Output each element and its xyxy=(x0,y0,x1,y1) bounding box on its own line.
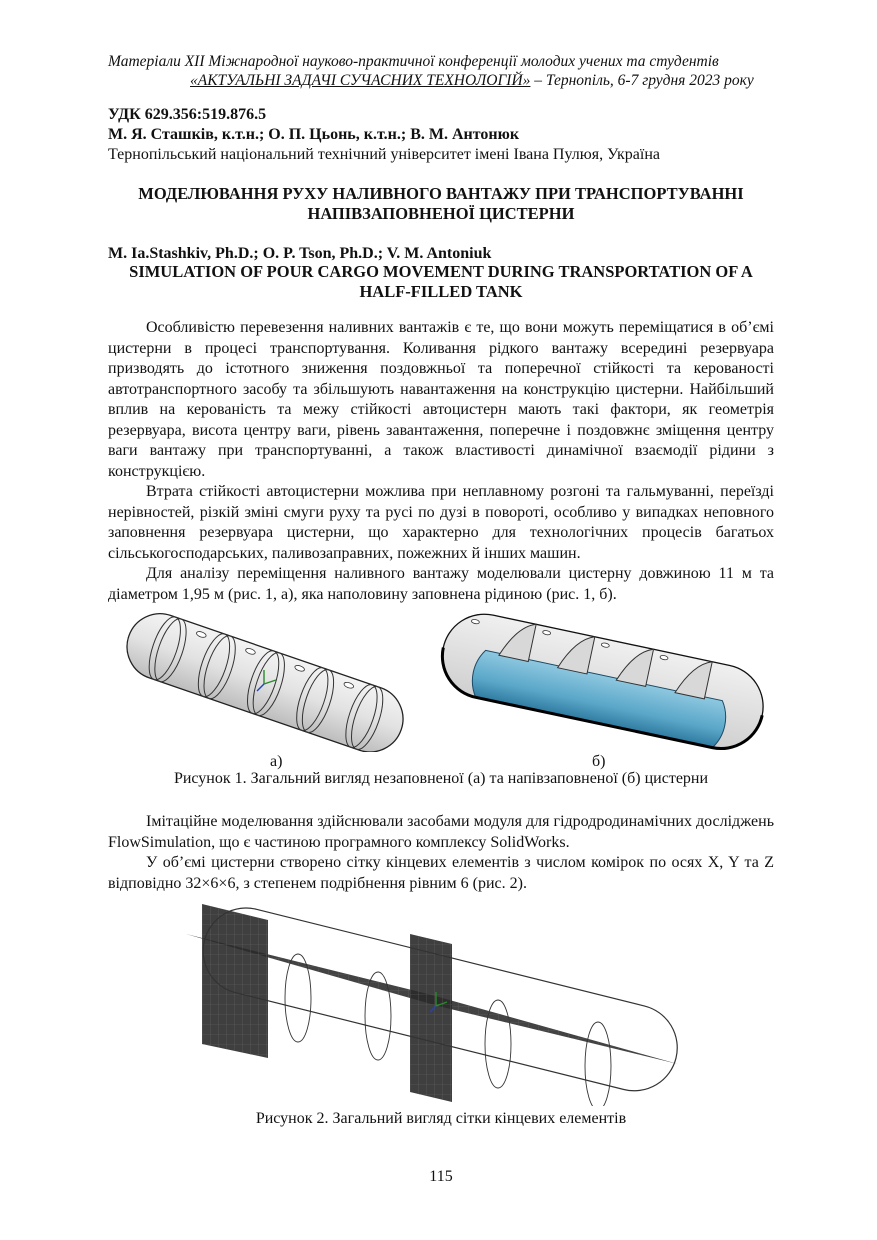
title-en: SIMULATION OF POUR CARGO MOVEMENT DURING TRANSPORTATION OF A HALF-FILLED TANK xyxy=(129,262,753,301)
figure1-half-filled-tank xyxy=(426,605,776,755)
conference-header-line2 xyxy=(190,71,754,90)
authors-en: M. Ia.Stashkiv, Ph.D.; O. P. Tson, Ph.D.; V. M. Antoniuk xyxy=(108,245,492,262)
conference-header-line1: Матеріали XІI Міжнародної науково-практичної конференції молодих учених та студентів xyxy=(108,53,719,70)
intro-text xyxy=(108,318,774,605)
paragraph: У об’ємі цистерни створено сітку кінцевих елементів з числом комірок по осях X, Y та Z відповідно 32×6×6, з степенем подрібнення рівним 6 (рис. 2). xyxy=(108,854,774,892)
title-uk: МОДЕЛЮВАННЯ РУХУ НАЛИВНОГО ВАНТАЖУ ПРИ ТРАНСПОРТУВАННІ НАПІВЗАПОВНЕНОЇ ЦИСТЕРНИ xyxy=(138,184,744,223)
paragraph: Особливістю перевезення наливних вантажів є те, що вони можуть переміщатися в об’ємі цистерни в процесі транспортування. Коливання рідкого вантажу всередині резервуара призводять до істотного зниження поздовжньої та поперечної стійкості та керованості автотранспортного засобу та збільшують навантаження на конструкцію цистерни. Найбільший вплив на керованість та межу стійкості автоцистерн мають такі фактори, як геометрія резервуара, висота центру ваги, рівень завантаження, поперечне і поздовжнє зміщення центру ваги вантажу при транспортуванні, а також властивості динамічної взаємодії рідини з конструкцією. xyxy=(108,319,774,480)
conference-name: «АКТУАЛЬНІ ЗАДАЧІ СУЧАСНИХ ТЕХНОЛОГІЙ» xyxy=(190,72,531,89)
conference-place-date: – Тернопіль, 6-7 грудня 2023 року xyxy=(530,72,754,89)
figure2-caption: Рисунок 2. Загальний вигляд сітки кінцевих елементів xyxy=(255,1110,627,1127)
affiliation: Тернопільський національний технічний університет імені Івана Пулюя, Україна xyxy=(108,146,660,163)
figure2-mesh xyxy=(178,894,698,1106)
figure1-caption: Рисунок 1. Загальний вигляд незаповненої (а) та напівзаповненої (б) цистерни xyxy=(173,770,709,787)
udk-code: УДК 629.356:519.876.5 xyxy=(108,106,267,123)
figure1-label-b: б) xyxy=(592,753,606,770)
figure1-empty-tank xyxy=(100,608,432,752)
paragraph: Втрата стійкості автоцистерни можлива при неплавному розгоні та гальмуванні, переїзді нерівностей, різкій зміні смуги руху та русі по дузі в повороті, особливо у випадках неповного заповнення резервуара цистерни, що характерно для технологічних процесів багатьох сільськогосподарських, паливозаправних, пожежних й інших машин. xyxy=(108,483,774,562)
paragraph: Для аналізу переміщення наливного вантажу моделювали цистерну довжиною 11 м та діаметром 1,95 м (рис. 1, а), яка наполовину заповнена рідиною (рис. 1, б). xyxy=(108,565,774,603)
page-number: 115 xyxy=(429,1168,453,1185)
figure1-label-a: а) xyxy=(270,753,283,770)
authors-uk: М. Я. Сташків, к.т.н.; О. П. Цьонь, к.т.н.; В. М. Антонюк xyxy=(108,126,520,143)
paragraph: Імітаційне моделювання здійснювали засобами модуля для гідродродинамічних досліджень FlowSimulation, що є частиною програмного комплексу SolidWorks. xyxy=(108,813,774,851)
simulation-text xyxy=(108,812,774,894)
